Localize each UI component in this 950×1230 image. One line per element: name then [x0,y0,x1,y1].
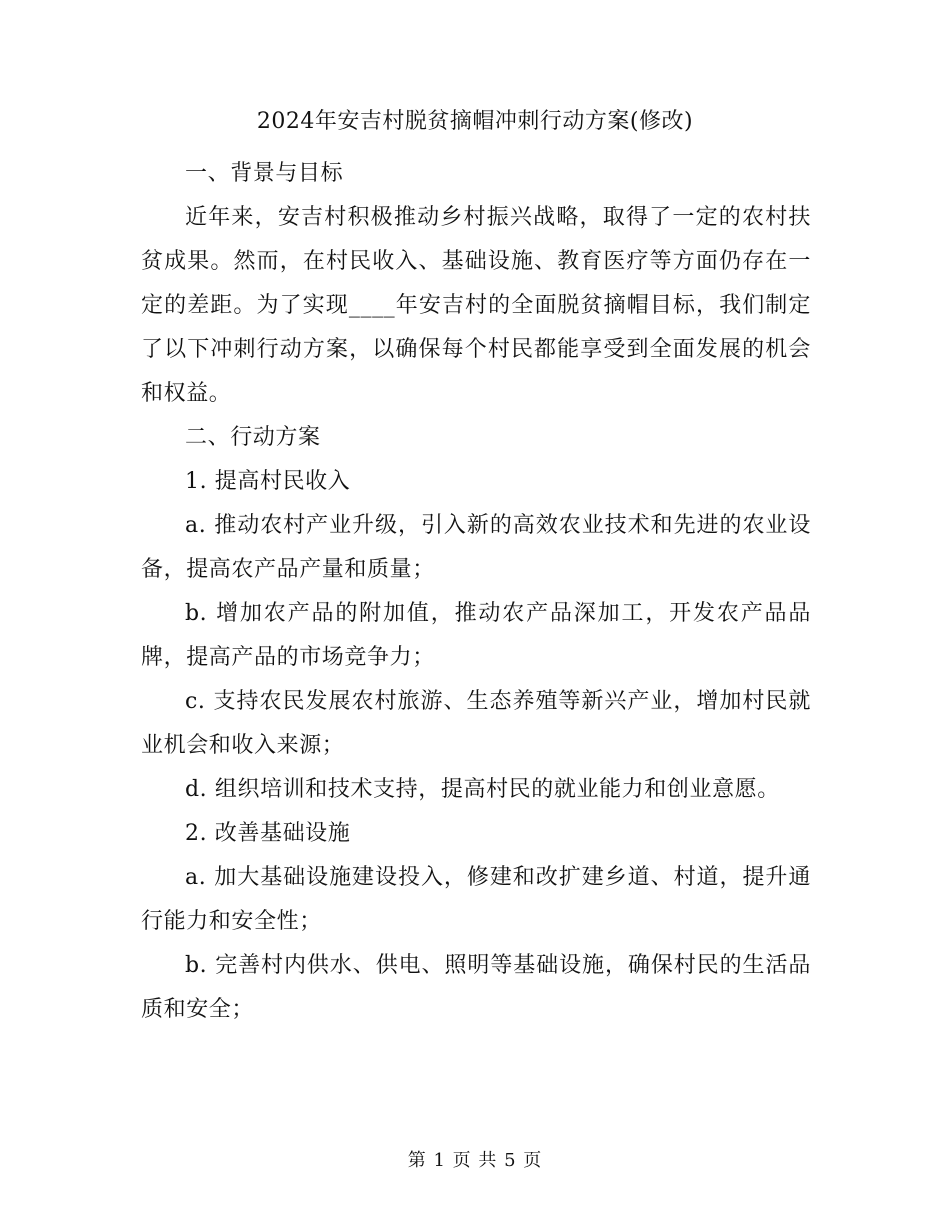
list-item-income-b: b. 增加农产品的附加值，推动农产品深加工，开发农产品品牌，提高产品的市场竞争力； [141,601,811,670]
list-item-income-d: d. 组织培训和技术支持，提高村民的就业能力和创业意愿。 [185,777,780,802]
document-body [141,152,811,1032]
subheading-income: 1. 提高村民收入 [185,469,351,494]
list-item-infrastructure-a: a. 加大基础设施建设投入，修建和改扩建乡道、村道，提升通行能力和安全性； [141,865,811,934]
section-heading-background: 一、背景与目标 [185,161,344,186]
paragraph-background: 近年来，安吉村积极推动乡村振兴战略，取得了一定的农村扶贫成果。然而，在村民收入、基础设施、教育医疗等方面仍存在一定的差距。为了实现____年安吉村的全面脱贫摘帽目标，我们制定了以下冲刺行动方案，以确保每个村民都能享受到全面发展的机会和权益。 [141,205,811,406]
subheading-infrastructure: 2. 改善基础设施 [185,821,351,846]
list-item-infrastructure-b: b. 完善村内供水、供电、照明等基础设施，确保村民的生活品质和安全； [141,953,811,1022]
list-item-income-c: c. 支持农民发展农村旅游、生态养殖等新兴产业，增加村民就业机会和收入来源； [141,689,811,758]
document-title: 2024年安吉村脱贫摘帽冲刺行动方案(修改) [256,109,694,134]
section-heading-actions: 二、行动方案 [185,425,321,450]
page-footer: 第 1 页 共 5 页 [407,1150,543,1171]
list-item-income-a: a. 推动农村产业升级，引入新的高效农业技术和先进的农业设备，提高农产品产量和质量； [141,513,811,582]
